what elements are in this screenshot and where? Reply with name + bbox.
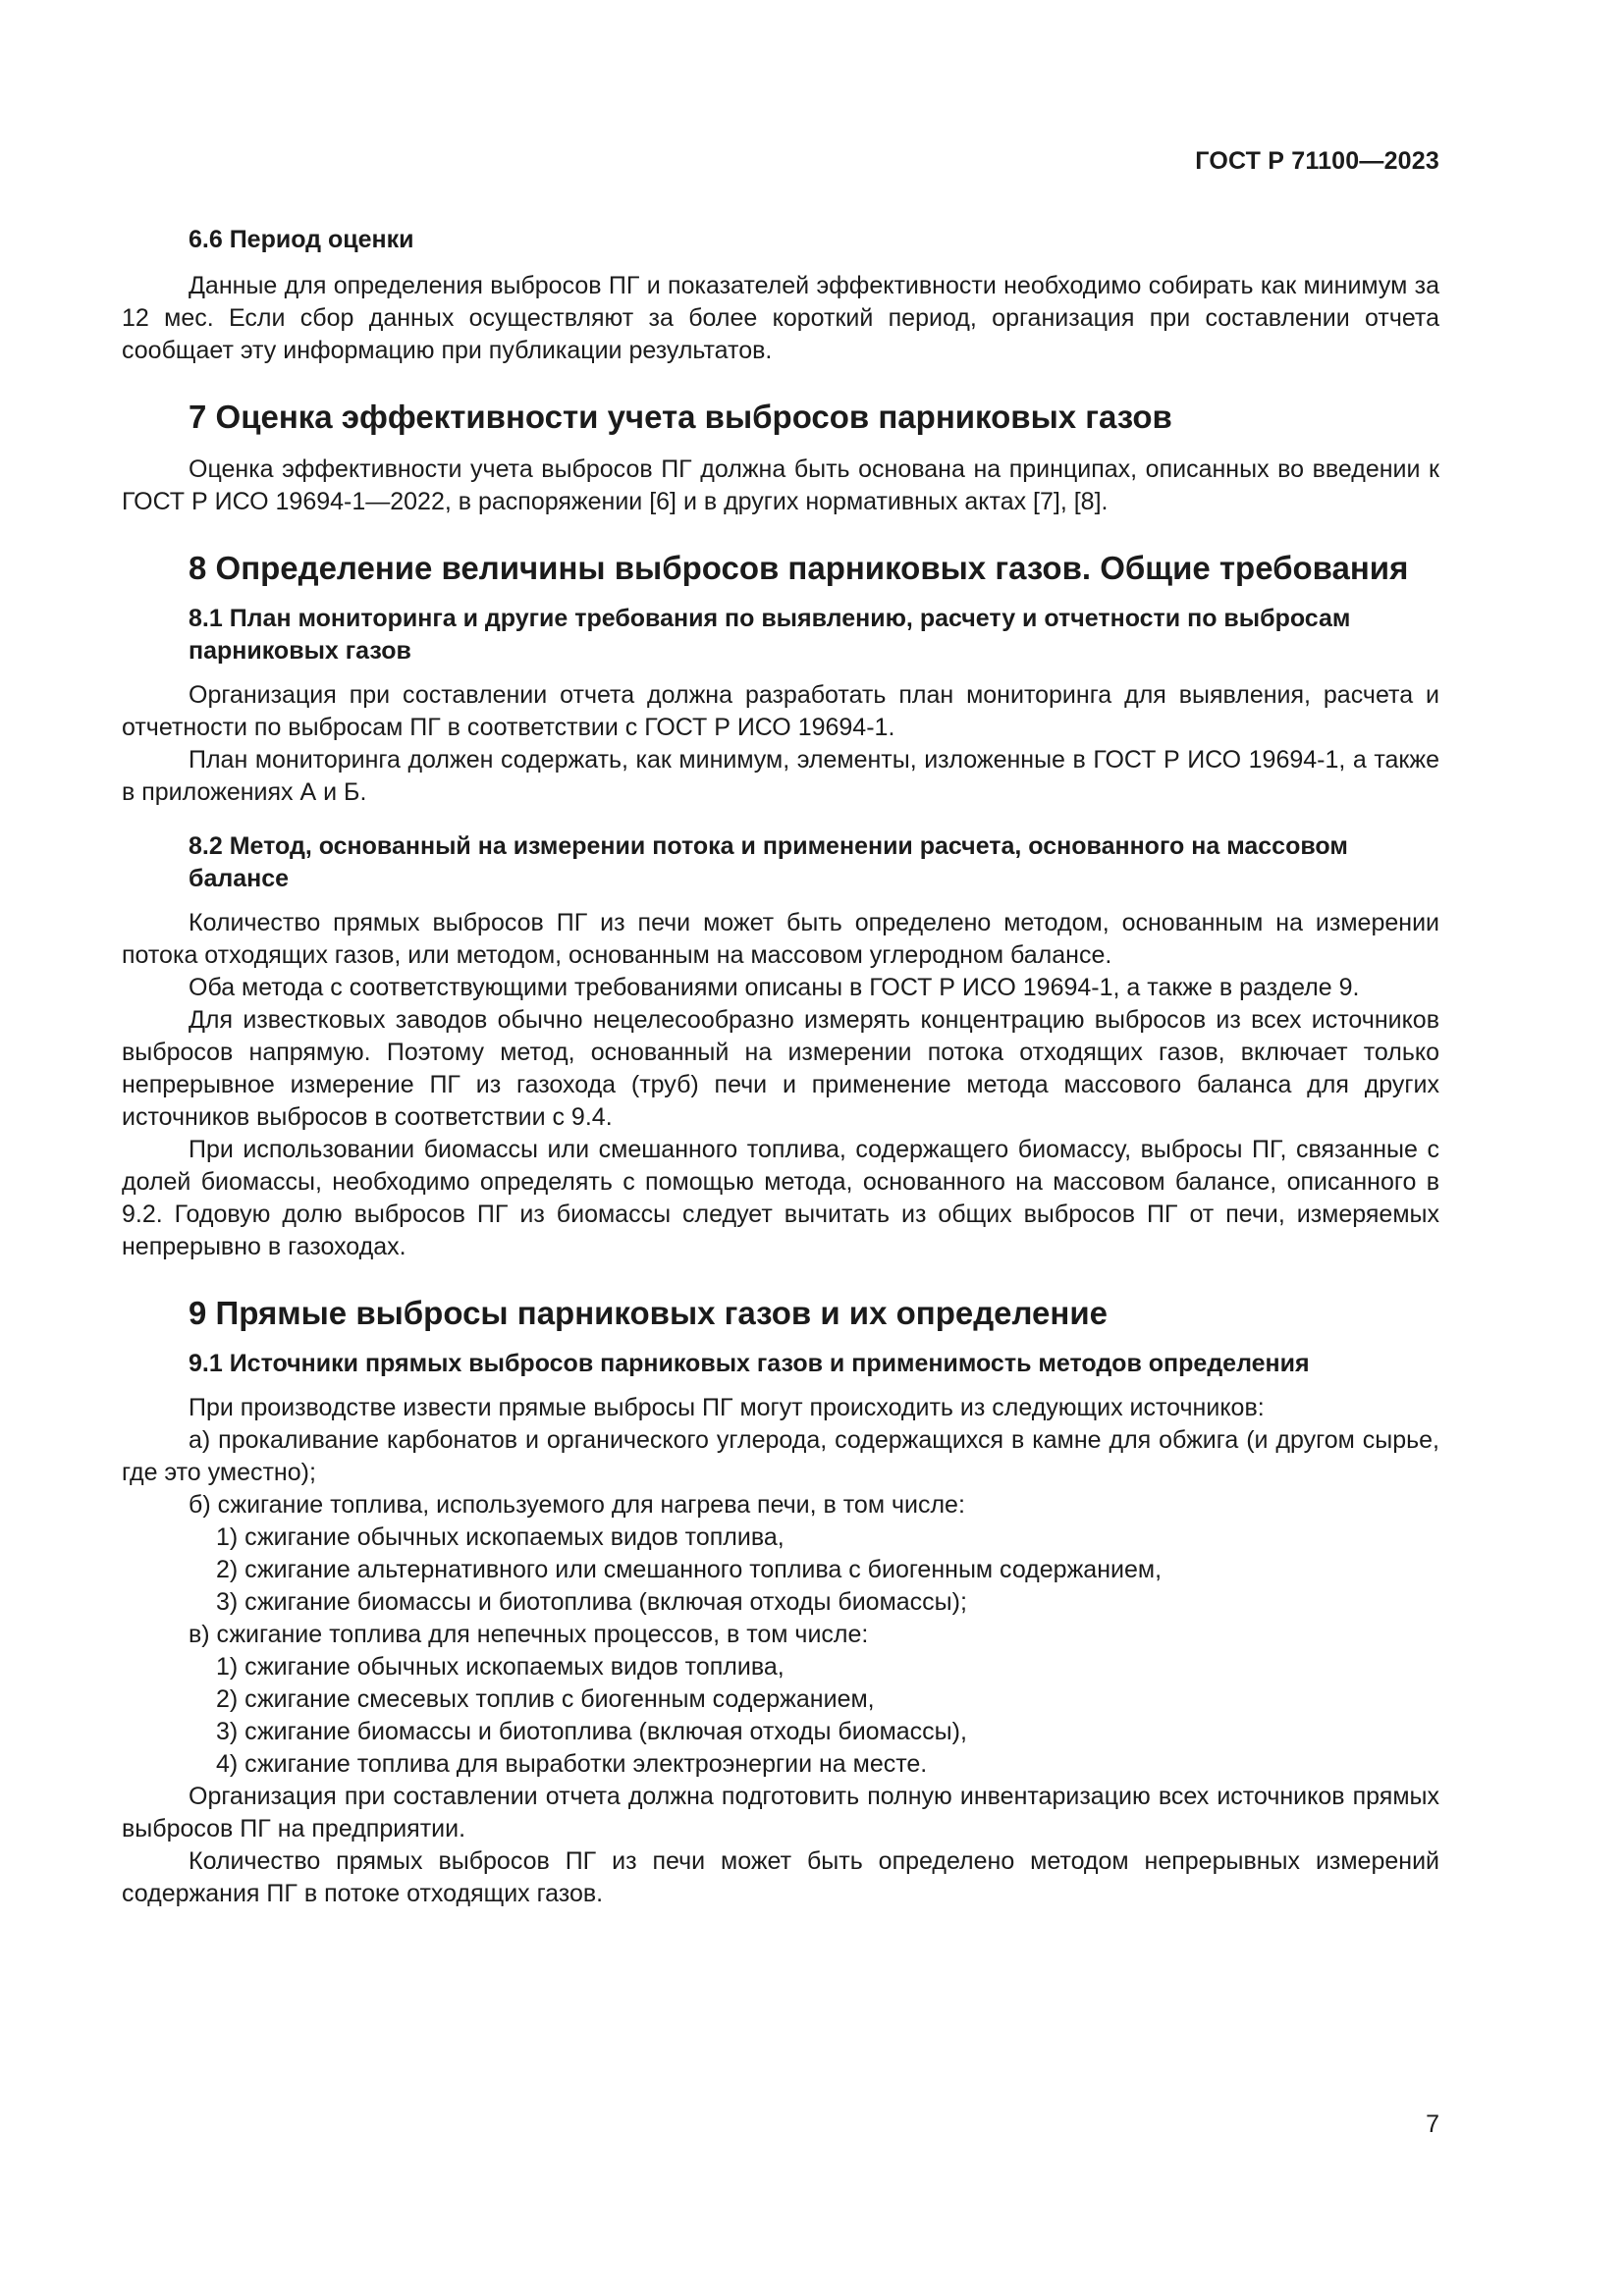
section-9-1-intro: При производстве извести прямые выбросы ПГ могут происходить из следующих источников: [189, 1394, 1265, 1421]
section-8-2-paragraph-2: Оба метода с соответствующими требованиями описаны в ГОСТ Р ИСО 19694-1, а также в разделе 9. [189, 974, 1360, 1001]
list-item-c-4: 4) сжигание топлива для выработки электроэнергии на месте. [216, 1750, 928, 1778]
section-8-1-paragraph-2: План мониторинга должен содержать, как минимум, элементы, изложенные в ГОСТ Р ИСО 19694-1, а также в приложениях А и Б. [122, 746, 1439, 806]
list-item-b-2: 2) сжигание альтернативного или смешанного топлива с биогенным содержанием, [216, 1556, 1163, 1583]
list-item-c-3: 3) сжигание биомассы и биотоплива (включая отходы биомассы), [216, 1718, 967, 1745]
section-9-1-title: 9.1 Источники прямых выбросов парниковых газов и применимость методов определения [189, 1350, 1310, 1377]
section-8-2-paragraph-3: Для известковых заводов обычно нецелесообразно измерять концентрацию выбросов из всех источников выбросов напрямую. Поэтому метод, основанный на измерении потока отходящих газов, включает только непрерывное измерение ПГ из газохода (труб) печи и применение метода массового баланса для других источников выбросов в соответствии с 9.4. [122, 1006, 1439, 1131]
list-item-b-3: 3) сжигание биомассы и биотоплива (включая отходы биомассы); [216, 1588, 967, 1616]
section-8-1-paragraph-1: Организация при составлении отчета должна разработать план мониторинга для выявления, расчета и отчетности по выбросам ПГ в соответствии с ГОСТ Р ИСО 19694-1. [122, 681, 1439, 741]
section-7-paragraph: Оценка эффективности учета выбросов ПГ должна быть основана на принципах, описанных во введении к ГОСТ Р ИСО 19694-1—2022, в распоряжении [6] и в других нормативных актах [7], [8]. [122, 455, 1439, 515]
list-item-c: в) сжигание топлива для непечных процессов, в том числе: [189, 1621, 869, 1648]
section-8-title: 8 Определение величины выбросов парниковых газов. Общие требования [189, 550, 1409, 586]
section-6-6-title: 6.6 Период оценки [189, 226, 414, 253]
section-6-6-paragraph: Данные для определения выбросов ПГ и показателей эффективности необходимо собирать как минимум за 12 мес. Если сбор данных осуществляют за более короткий период, организация при составлении отчета сообщает эту информацию при публикации результатов. [122, 272, 1439, 364]
section-8-2-title: 8.2 Метод, основанный на измерении потока и применении расчета, основанного на массовом балансе [189, 832, 1348, 892]
section-8-2-paragraph-4: При использовании биомассы или смешанного топлива, содержащего биомассу, выбросы ПГ, связанные с долей биомассы, необходимо определять с помощью метода, основанного на массовом балансе, описанного в 9.2. Годовую долю выбросов ПГ из биомассы следует вычитать из общих выбросов ПГ от печи, измеряемых непрерывно в газоходах. [122, 1136, 1439, 1260]
page-number: 7 [1426, 2110, 1439, 2138]
section-9-1-continuous-paragraph: Количество прямых выбросов ПГ из печи может быть определено методом непрерывных измерений содержания ПГ в потоке отходящих газов. [122, 1847, 1439, 1907]
section-8-1-title: 8.1 План мониторинга и другие требования по выявлению, расчету и отчетности по выбросам парниковых газов [189, 605, 1351, 665]
section-9-1-inventory-paragraph: Организация при составлении отчета должна подготовить полную инвентаризацию всех источников прямых выбросов ПГ на предприятии. [122, 1783, 1439, 1842]
list-item-b-1: 1) сжигание обычных ископаемых видов топлива, [216, 1523, 785, 1551]
page-content [122, 224, 1439, 1910]
section-8-2-paragraph-1: Количество прямых выбросов ПГ из печи может быть определено методом, основанным на измерении потока отходящих газов, или методом, основанным на массовом углеродном балансе. [122, 909, 1439, 969]
section-9-title: 9 Прямые выбросы парниковых газов и их определение [189, 1295, 1108, 1331]
document-code-header: ГОСТ Р 71100—2023 [1195, 147, 1439, 175]
section-7-title: 7 Оценка эффективности учета выбросов парниковых газов [189, 399, 1172, 435]
list-item-c-1: 1) сжигание обычных ископаемых видов топлива, [216, 1653, 785, 1681]
list-item-b: б) сжигание топлива, используемого для нагрева печи, в том числе: [189, 1491, 965, 1519]
list-item-c-2: 2) сжигание смесевых топлив с биогенным содержанием, [216, 1685, 875, 1713]
list-item-a: а) прокаливание карбонатов и органического углерода, содержащихся в камне для обжига (и другом сырье, где это уместно); [122, 1426, 1439, 1486]
